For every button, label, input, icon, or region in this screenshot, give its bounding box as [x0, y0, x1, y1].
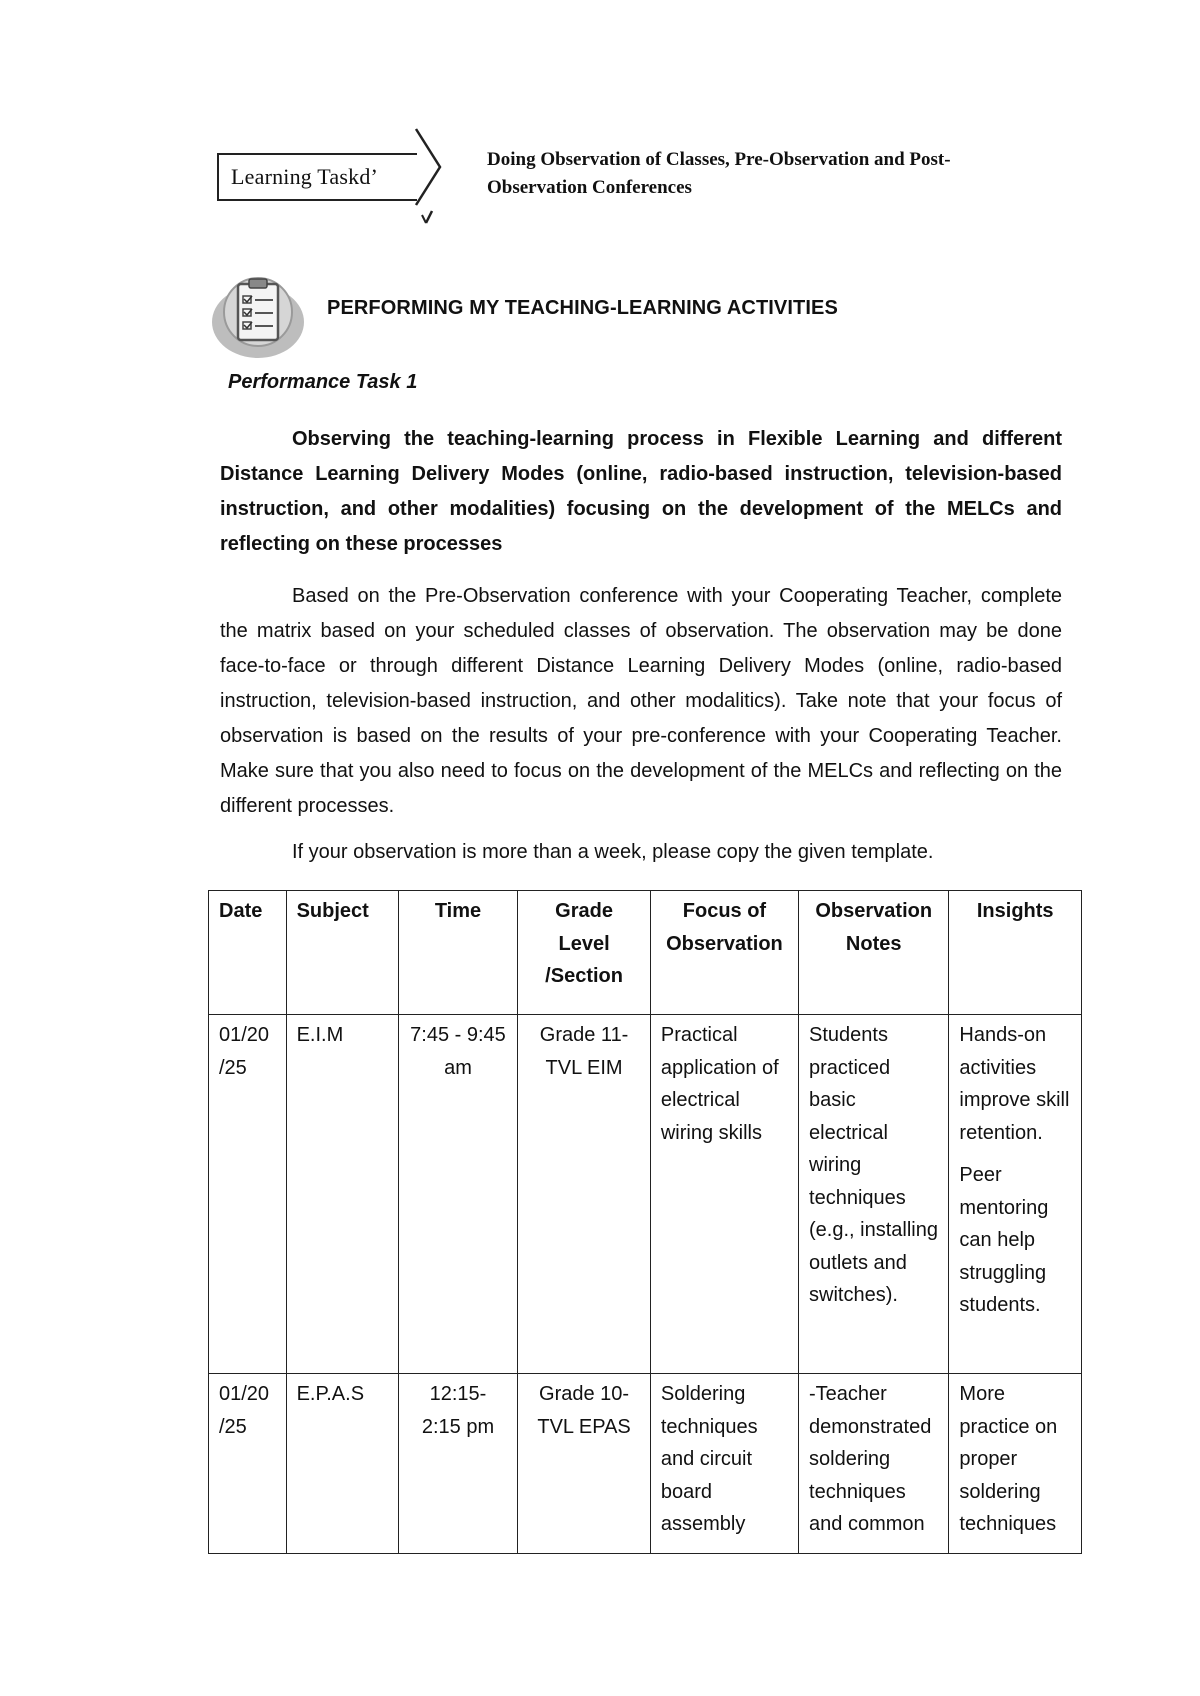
insight-text: Hands-on activities improve skill retention.	[959, 1024, 1070, 1144]
header-insights: Insights	[949, 891, 1082, 1015]
cell-focus: Practical application of electrical wiring skills	[650, 1015, 798, 1374]
objective-paragraph: Observing the teaching-learning process in Flexible Learning and different Distance Learning Delivery Modes (online, radio-based instruction, television-based instruction, and other modalities) focusing on the development of the MELCs and reflecting on these processes	[220, 428, 1062, 555]
cell-subject: E.P.A.S	[286, 1374, 398, 1554]
learning-task-title: Doing Observation of Classes, Pre-Observation and Post-Observation Conferences	[487, 149, 951, 198]
cell-grade: Grade 11- TVL EIM	[518, 1015, 651, 1374]
header-notes: Observation Notes	[799, 891, 949, 1015]
cell-insights	[949, 1015, 1082, 1374]
template-note: If your observation is more than a week, please copy the given template.	[292, 841, 934, 863]
cell-insights: More practice on proper soldering techniques	[949, 1374, 1082, 1554]
cell-date: 01/20 /25	[209, 1015, 287, 1374]
header-date: Date	[209, 891, 287, 1015]
learning-task-label: Learning Taskd’	[217, 153, 417, 201]
performance-task-title: Performance Task 1	[228, 371, 418, 393]
header-subject: Subject	[286, 891, 398, 1015]
cell-subject: E.I.M	[286, 1015, 398, 1374]
cell-focus: Soldering techniques and circuit board assembly	[650, 1374, 798, 1554]
instructions-paragraph: Based on the Pre-Observation conference with your Cooperating Teacher, complete the matrix based on your scheduled classes of observation. The observation may be done face-to-face or through different Distance Learning Delivery Modes (online, radio-based instruction, television-based instruction, and other modalitics). Take note that your focus of observation is based on the results of your pre-conference with your Cooperating Teacher. Make sure that you also need to focus on the development of the MELCs and reflecting on the different processes.	[220, 585, 1062, 817]
cell-grade: Grade 10- TVL EPAS	[518, 1374, 651, 1554]
observation-matrix	[208, 890, 1082, 1554]
table-row	[209, 1374, 1082, 1554]
insight-text: Peer mentoring can help struggling students.	[959, 1164, 1049, 1316]
header-grade-level: Grade Level /Section	[518, 891, 651, 1015]
cell-time: 7:45 - 9:45 am	[398, 1015, 518, 1374]
cell-time: 12:15- 2:15 pm	[398, 1374, 518, 1554]
header-time: Time	[398, 891, 518, 1015]
chevron-right-icon	[412, 125, 472, 230]
cell-date: 01/20 /25	[209, 1374, 287, 1554]
cell-notes: Students practiced basic electrical wiring techniques (e.g., installing outlets and switches).	[799, 1015, 949, 1374]
section-heading: PERFORMING MY TEACHING-LEARNING ACTIVITIES	[327, 297, 838, 319]
clipboard-checklist-icon	[210, 272, 306, 358]
cell-notes: -Teacher demonstrated soldering techniques and common	[799, 1374, 949, 1554]
table-header-row	[209, 891, 1082, 1015]
header-focus: Focus of Observation	[650, 891, 798, 1015]
table-row	[209, 1015, 1082, 1374]
